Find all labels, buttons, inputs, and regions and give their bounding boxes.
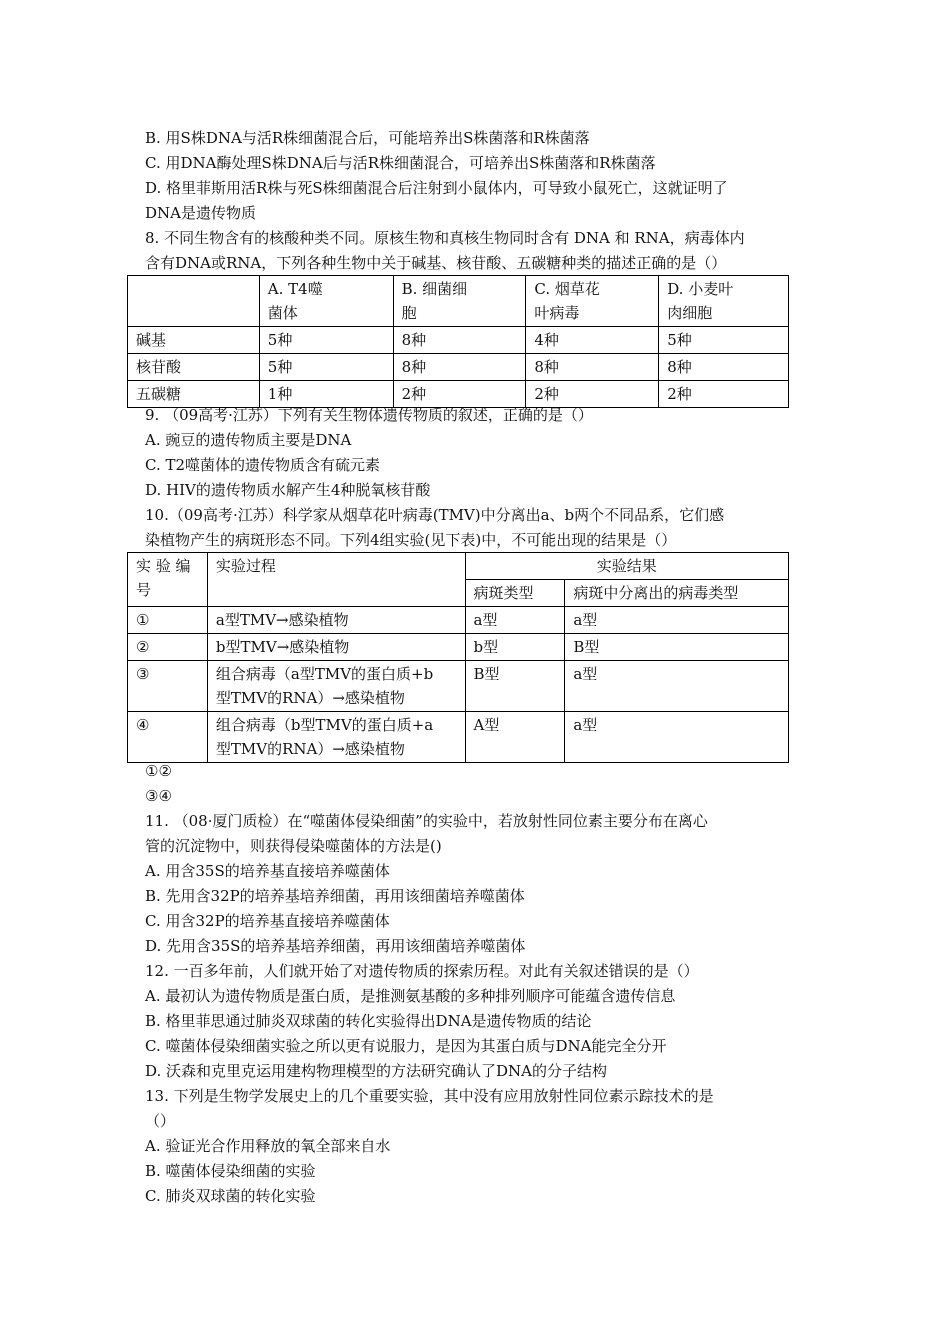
- table-cell: a型TMV→感染植物: [207, 607, 465, 634]
- question-8-cont-line: 含有DNA或RNA，下列各种生物中关于碱基、核苷酸、五碳糖种类的描述正确的是（）: [145, 254, 727, 272]
- table-cell: 组合病毒（a型TMV的蛋白质+b 型TMV的RNA）→感染植物: [207, 661, 465, 712]
- question-9-line: 9. （09高考·江苏）下列有关生物体遗传物质的叙述，正确的是（）: [145, 406, 593, 424]
- table-cell: 核苷酸: [128, 354, 260, 381]
- table-cell: a型: [565, 712, 789, 763]
- table-row: [128, 607, 789, 634]
- table-cell: 病斑类型: [465, 580, 565, 607]
- table-cell: A型: [465, 712, 565, 763]
- table-row: [128, 381, 789, 408]
- table-cell: A. T4噬 菌体: [259, 276, 393, 327]
- table-cell: 8种: [526, 354, 659, 381]
- option-d-cont-line: DNA是遗传物质: [145, 204, 256, 222]
- question-10-table: [127, 552, 789, 763]
- question-12-line: 12. 一百多年前，人们就开始了对遗传物质的探索历程。对此有关叙述错误的是（）: [145, 962, 699, 980]
- table-cell: 2种: [659, 381, 789, 408]
- table-cell: 组合病毒（b型TMV的蛋白质+a 型TMV的RNA）→感染植物: [207, 712, 465, 763]
- table-row: [128, 712, 789, 763]
- option-b-line: B. 先用含32P的培养基培养细菌，再用该细菌培养噬菌体: [145, 887, 525, 905]
- option-a-line: A. 验证光合作用释放的氧全部来自水: [145, 1137, 391, 1155]
- table-cell: 8种: [659, 354, 789, 381]
- question-8-line: 8. 不同生物含有的核酸种类不同。原核生物和真核生物同时含有 DNA 和 RNA，病毒体内: [145, 229, 745, 247]
- table-cell: 2种: [393, 381, 526, 408]
- question-10-line: 10.（09高考·江苏）科学家从烟草花叶病毒(TMV)中分离出a、b两个不同品系，它们感: [145, 506, 725, 524]
- table-cell: B. 细菌细 胞: [393, 276, 526, 327]
- table-cell: 5种: [659, 327, 789, 354]
- table-cell: b型TMV→感染植物: [207, 634, 465, 661]
- table-cell: a型: [565, 661, 789, 712]
- table-cell: 实 验 编 号: [128, 553, 208, 607]
- option-d-line: D. 格里菲斯用活R株与死S株细菌混合后注射到小鼠体内，可导致小鼠死亡，这就证明了: [145, 179, 728, 197]
- question-10-cont-line: 染植物产生的病斑形态不同。下列4组实验(见下表)中，不可能出现的结果是（）: [145, 531, 677, 549]
- option-a-line: A. 用含35S的培养基直接培养噬菌体: [145, 862, 390, 880]
- table-cell: b型: [465, 634, 565, 661]
- option-b-line: B. 格里菲思通过肺炎双球菌的转化实验得出DNA是遗传物质的结论: [145, 1012, 592, 1030]
- question-13-line: 13. 下列是生物学发展史上的几个重要实验，其中没有应用放射性同位素示踪技术的是: [145, 1087, 714, 1105]
- table-header-row: [128, 553, 789, 580]
- table-cell: ①: [128, 607, 208, 634]
- option-c-line: C. 用DNA酶处理S株DNA后与活R株细菌混合，可培养出S株菌落和R株菌落: [145, 154, 656, 172]
- option-c-line: C. 噬菌体侵染细菌实验之所以更有说服力，是因为其蛋白质与DNA能完全分开: [145, 1037, 667, 1055]
- table-cell: 4种: [526, 327, 659, 354]
- table-row: [128, 634, 789, 661]
- table-cell: 病斑中分离出的病毒类型: [565, 580, 789, 607]
- option-d-line: D. 沃森和克里克运用建构物理模型的方法研究确认了DNA的分子结构: [145, 1062, 608, 1080]
- option-a-line: A. 最初认为遗传物质是蛋白质，是推测氨基酸的多种排列顺序可能蕴含遗传信息: [145, 987, 676, 1005]
- option-c-line: C. T2噬菌体的遗传物质含有硫元素: [145, 456, 381, 474]
- table-cell: 五碳糖: [128, 381, 260, 408]
- table-cell: B型: [565, 634, 789, 661]
- table-cell: ③: [128, 661, 208, 712]
- question-11-cont-line: 管的沉淀物中，则获得侵染噬菌体的方法是(): [145, 837, 442, 855]
- table-cell: B型: [465, 661, 565, 712]
- table-row: [128, 327, 789, 354]
- table-cell: 5种: [259, 327, 393, 354]
- table-cell: ④: [128, 712, 208, 763]
- table-cell: 8种: [393, 354, 526, 381]
- option-b-line: B. 噬菌体侵染细菌的实验: [145, 1162, 316, 1180]
- table-header-row: [128, 276, 789, 327]
- question-11-line: 11. （08·厦门质检）在“噬菌体侵染细菌”的实验中，若放射性同位素主要分布在离心: [145, 812, 708, 830]
- option-c-line: C. 用含32P的培养基直接培养噬菌体: [145, 912, 390, 930]
- table-cell: 实验结果: [465, 553, 789, 580]
- table-cell: 5种: [259, 354, 393, 381]
- table-cell: [128, 276, 260, 327]
- option-d-line: D. HIV的遗传物质水解产生4种脱氧核苷酸: [145, 481, 431, 499]
- option-a-line: A. 豌豆的遗传物质主要是DNA: [145, 431, 352, 449]
- table-cell: D. 小麦叶 肉细胞: [659, 276, 789, 327]
- table-cell: 1种: [259, 381, 393, 408]
- table-cell: ②: [128, 634, 208, 661]
- answer-choice-line: ①②: [145, 762, 172, 780]
- table-cell: C. 烟草花 叶病毒: [526, 276, 659, 327]
- table-row: [128, 661, 789, 712]
- question-8-table: [127, 275, 789, 408]
- table-cell: a型: [565, 607, 789, 634]
- table-row: [128, 354, 789, 381]
- answer-choice-line: ③④: [145, 787, 172, 805]
- option-c-line: C. 肺炎双球菌的转化实验: [145, 1187, 316, 1205]
- table-cell: 2种: [526, 381, 659, 408]
- question-13-cont-line: （）: [145, 1112, 176, 1130]
- option-b-line: B. 用S株DNA与活R株细菌混合后，可能培养出S株菌落和R株菌落: [145, 129, 590, 147]
- table-cell: 碱基: [128, 327, 260, 354]
- table-cell: 实验过程: [207, 553, 465, 607]
- table-cell: a型: [465, 607, 565, 634]
- option-d-line: D. 先用含35S的培养基培养细菌，再用该细菌培养噬菌体: [145, 937, 526, 955]
- table-cell: 8种: [393, 327, 526, 354]
